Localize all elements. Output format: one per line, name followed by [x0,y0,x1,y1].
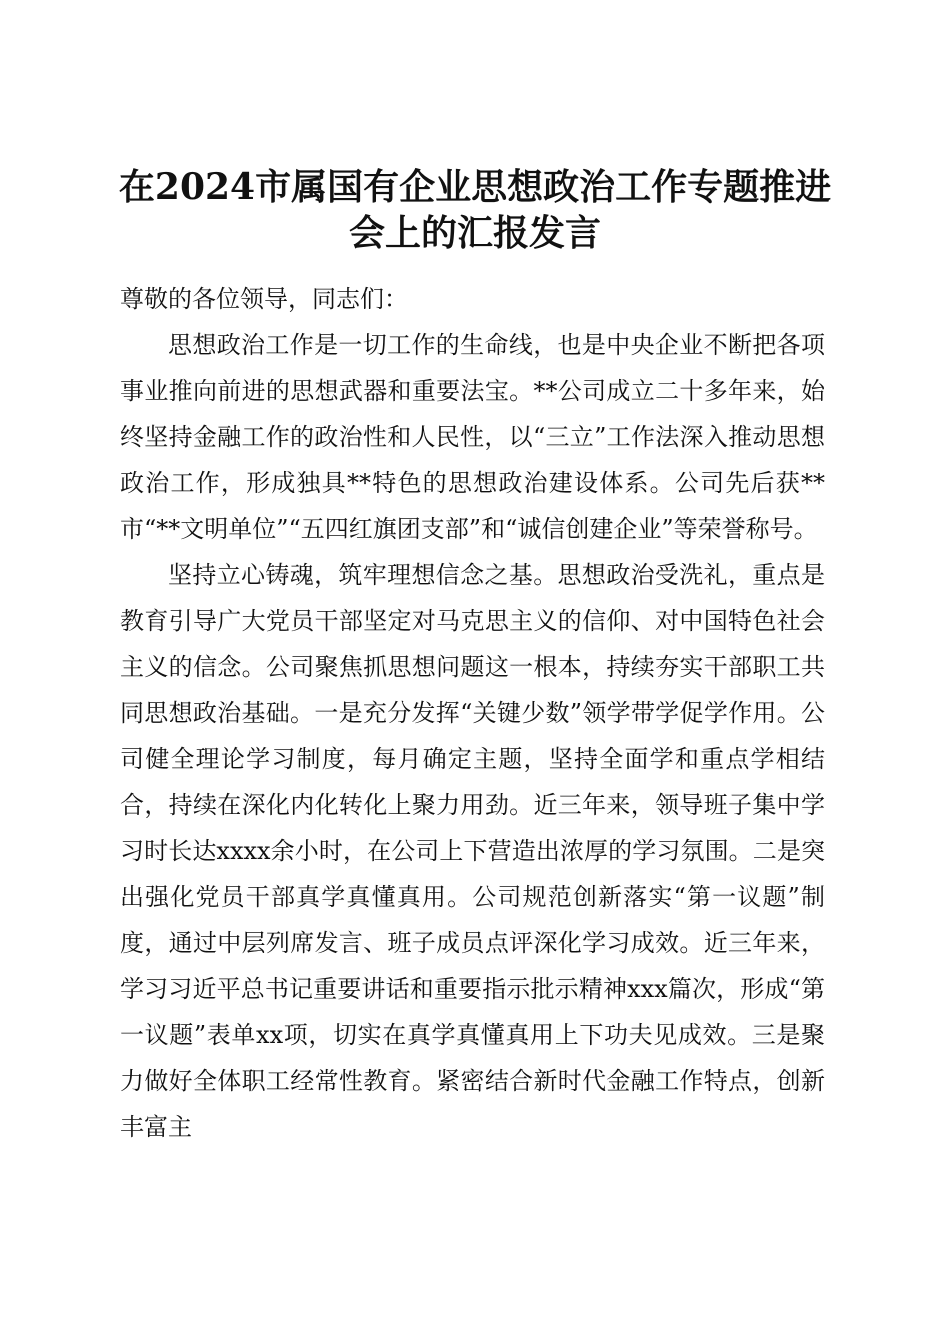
title-line-2: 会上的汇报发言 [348,212,601,255]
title-line-1: 在2024市属国有企业思想政治工作专题推进 [118,166,832,209]
salutation: 尊敬的各位领导，同志们： [120,285,408,313]
document-title [100,164,850,256]
document-body [120,276,825,1150]
paragraph-2: 坚持立心铸魂，筑牢理想信念之基。思想政治受洗礼，重点是教育引导广大党员干部坚定对马克思主义的信仰、对中国特色社会主义的信念。公司聚焦抓思想问题这一根本，持续夯实干部职工共同思想政治基础。一是充分发挥“关键少数”领学带学促学作用。公司健全理论学习制度，每月确定主题，坚持全面学和重点学相结合，持续在深化内化转化上聚力用劲。近三年来，领导班子集中学习时长达xxxx余小时，在公司上下营造出浓厚的学习氛围。二是突出强化党员干部真学真懂真用。公司规范创新落实“第一议题”制度，通过中层列席发言、班子成员点评深化学习成效。近三年来，学习习近平总书记重要讲话和重要指示批示精神xxx篇次，形成“第一议题”表单xx项，切实在真学真懂真用上下功夫见成效。三是聚力做好全体职工经常性教育。紧密结合新时代金融工作特点，创新丰富主 [120,561,825,1141]
paragraph-1: 思想政治工作是一切工作的生命线，也是中央企业不断把各项事业推向前进的思想武器和重要法宝。**公司成立二十多年来，始终坚持金融工作的政治性和人民性，以“三立”工作法深入推动思想政治工作，形成独具**特色的思想政治建设体系。公司先后获**市“**文明单位”“五四红旗团支部”和“诚信创建企业”等荣誉称号。 [120,331,825,543]
